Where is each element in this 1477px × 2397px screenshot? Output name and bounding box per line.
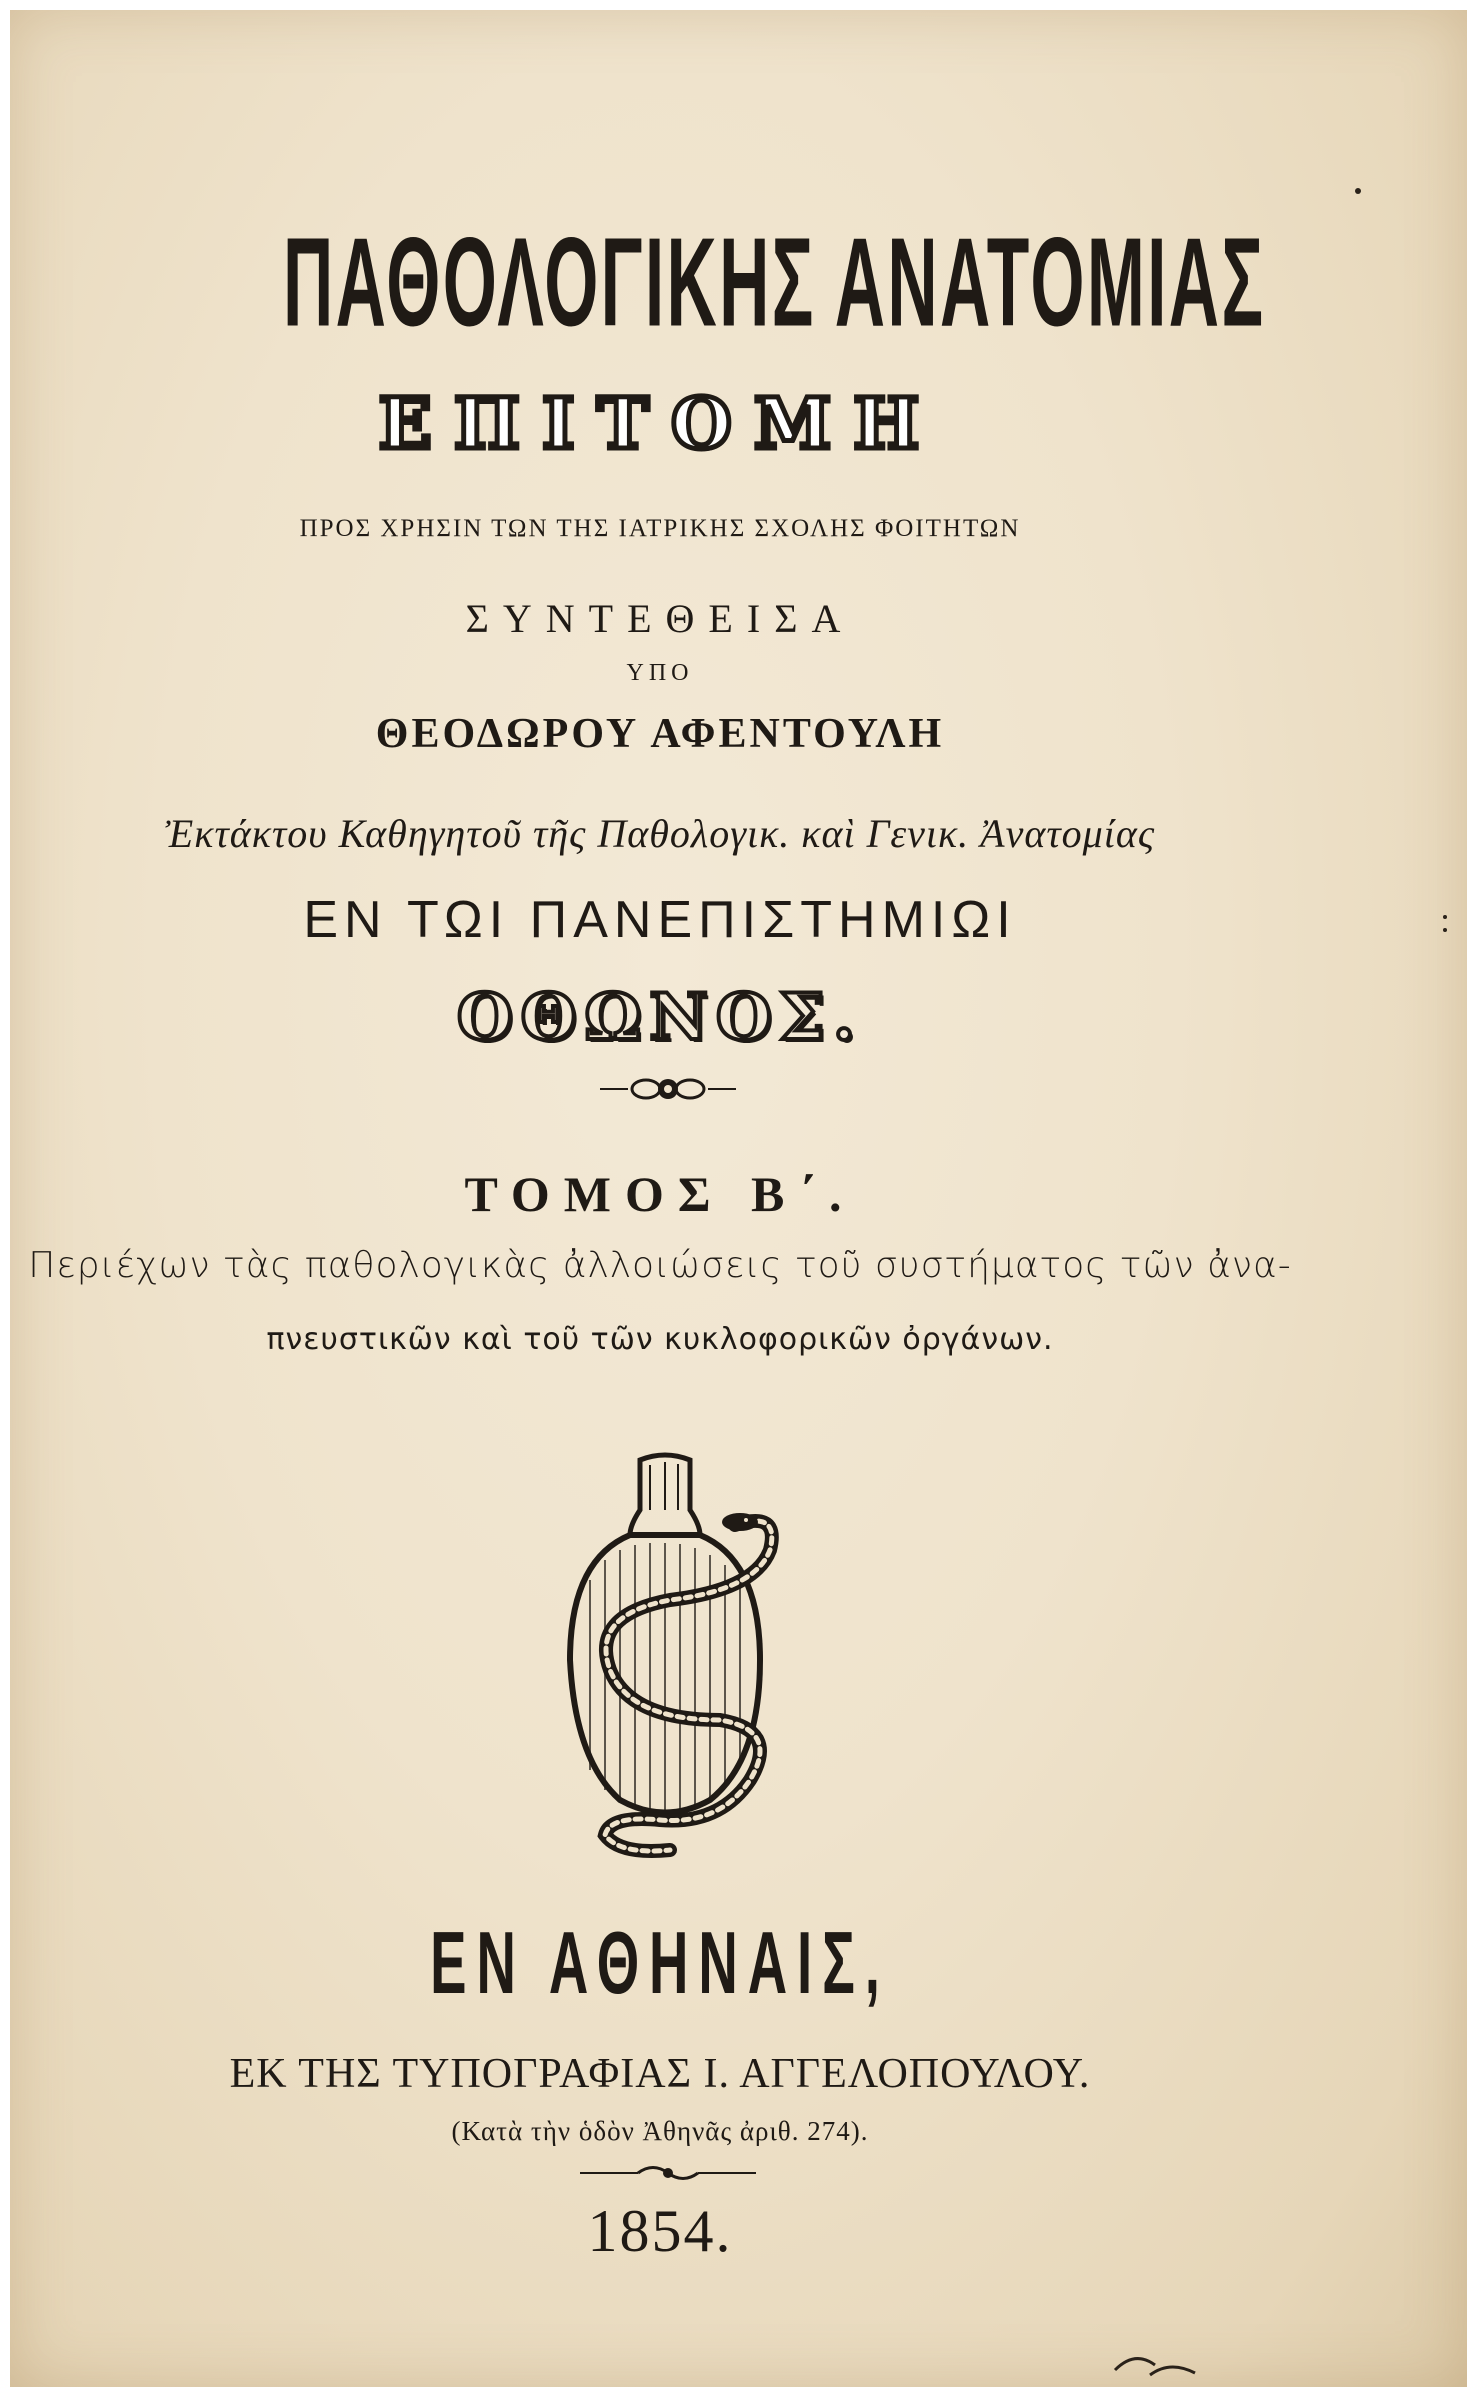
speck-dot-icon [1355,188,1361,194]
university-name: ΟΘΩΝΟΣ. [456,980,864,1055]
printer-line: ΕΚ ΤΗΣ ΤΥΠΟΓΡΑΦΙΑΣ Ι. ΑΓΓΕΛΟΠΟΥΛΟΥ. [229,2051,1091,2097]
speck-dot-icon [1443,915,1447,919]
by-line: ΥΠΟ [626,660,694,686]
purpose-line: ΠΡΟΣ ΧΡΗΣΙΝ ΤΩΝ ΤΗΣ ΙΑΤΡΙΚΗΣ ΣΧΟΛΗΣ ΦΟΙΤΗΤΩΝ [299,515,1021,542]
title-page [10,10,1467,2387]
book-subtitle: ΕΠΙΤΟΜΗ [378,382,942,465]
author-name: ΘΕΟΔΩΡΟΥ ΑΦΕΝΤΟΥΛΗ [375,711,945,757]
speck-dot-icon [1443,928,1447,932]
volume-label: ΤΟΜΟΣ Β΄. [464,1166,856,1222]
compiled-line: ΣΥΝΤΕΘΕΙΣΑ [465,596,855,641]
printer-address: (Κατὰ τὴν ὁδὸν Ἀθηνᾶς ἀριθ. 274). [451,2116,869,2146]
ink-mark-icon [1110,2345,1200,2385]
university-line: ΕΝ ΤΩΙ ΠΑΝΕΠΙΣΤΗΜΙΩΙ [303,891,1017,949]
contents-line-1: Περιέχων τὰς παθολογικὰς ἀλλοιώσεις τοῦ συστήματος τῶν ἀνα- [28,1245,1292,1286]
publication-year: 1854. [587,2198,733,2264]
author-position: Ἐκτάκτου Καθηγητοῦ τῆς Παθολογικ. καὶ Γενικ. Ἀνατομίας [164,811,1156,856]
book-title: ΠΑΘΟΛΟΓΙΚΗΣ ΑΝΑΤΟΜΙΑΣ [283,212,1266,353]
serpent-vase-icon [550,1440,780,1860]
place-of-publication: ΕΝ ΑΘΗΝΑΙΣ, [430,1913,890,2012]
small-ornament-icon [578,2160,758,2186]
contents-line-2: πνευστικῶν καὶ τοῦ τῶν κυκλοφορικῶν ὀργάνων. [266,1322,1054,1357]
ornament-divider-icon [598,1074,738,1104]
